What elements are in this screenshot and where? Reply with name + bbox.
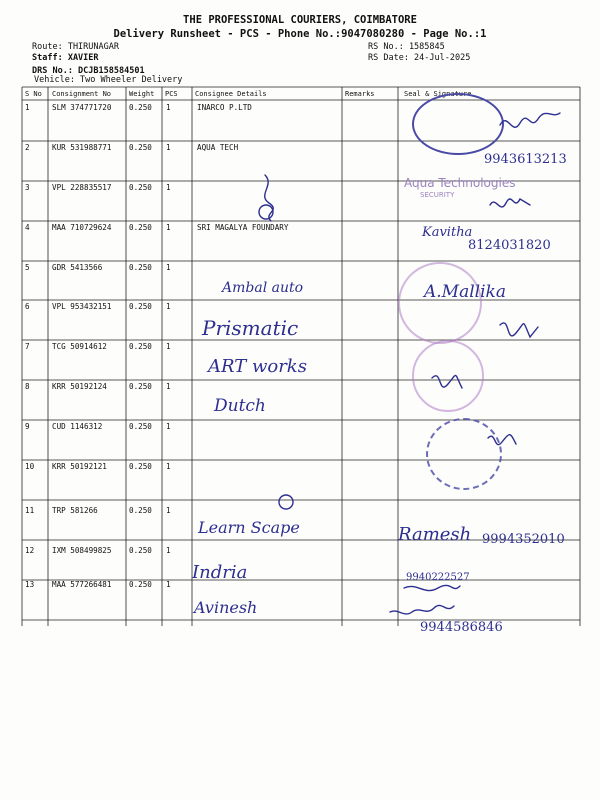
cell-sno: 4 [25,223,30,232]
cell-consignment: GDR 5413566 [52,263,103,272]
cell-sno: 5 [25,263,30,272]
cell-weight: 0.250 [129,546,152,555]
cell-pcs: 1 [166,462,171,471]
col-remarks: Remarks [345,90,375,98]
handwritten-consignee: ART works [208,356,307,377]
handwritten-phone: 9944586846 [420,620,503,635]
cell-sno: 10 [25,462,35,471]
signature-scribble [490,199,530,207]
cell-weight: 0.250 [129,342,152,351]
rs-number: RS No.: 1585845 [368,42,445,52]
signature-scribble [432,375,462,388]
cell-consignment: SLM 374771720 [52,103,112,112]
cell-consignee: SRI MAGALYA FOUNDARY [197,223,289,232]
col-pcs: PCS [165,90,178,98]
cell-pcs: 1 [166,342,171,351]
cell-weight: 0.250 [129,103,152,112]
col-consignment: Consignment No [52,90,112,98]
cell-weight: 0.250 [129,263,152,272]
cell-consignment: KRR 50192121 [52,462,107,471]
cell-consignment: CUD 1146312 [52,422,103,431]
page-title: THE PROFESSIONAL COURIERS, COIMBATORE [183,14,417,26]
signature-scribble [500,113,560,127]
cell-weight: 0.250 [129,506,152,515]
cell-pcs: 1 [166,302,171,311]
cell-consignment: MAA 577266481 [52,580,112,589]
signature-scribble [404,585,460,590]
cell-pcs: 1 [166,506,171,515]
cell-consignment: IXM 508499825 [52,546,112,555]
cell-pcs: 1 [166,143,171,152]
cell-consignee: INARCO P.LTD [197,103,252,112]
cell-pcs: 1 [166,580,171,589]
signature-scribble [390,605,454,614]
stamp-text: Aqua Technologies [404,176,516,190]
drs-number: DRS No.: DCJB158584501 [32,66,145,76]
cell-weight: 0.250 [129,422,152,431]
cell-weight: 0.250 [129,223,152,232]
handwritten-consignee: Dutch [214,396,266,416]
cell-weight: 0.250 [129,143,152,152]
cell-pcs: 1 [166,546,171,555]
col-consignee: Consignee Details [195,90,267,98]
handwritten-phone: 8124031820 [468,238,551,253]
cell-weight: 0.250 [129,580,152,589]
cell-sno: 1 [25,103,30,112]
page-subtitle: Delivery Runsheet - PCS - Phone No.:9047080280 - Page No.:1 [113,28,487,40]
signature-scribble [500,323,538,337]
cell-pcs: 1 [166,183,171,192]
cell-pcs: 1 [166,263,171,272]
col-weight: Weight [129,90,155,98]
cell-consignment: VPL 228835517 [52,183,112,192]
stamp-subtext: SECURITY [420,191,455,199]
cell-consignment: TRP 581266 [52,506,98,515]
cell-weight: 0.250 [129,462,152,471]
route-label: Route: THIRUNAGAR [32,42,119,52]
cell-sno: 12 [25,546,35,555]
cell-weight: 0.250 [129,183,152,192]
cell-sno: 7 [25,342,30,351]
cell-pcs: 1 [166,382,171,391]
handwritten-consignee: Prismatic [202,316,299,340]
handwritten-consignee: Ambal auto [222,280,304,296]
cell-consignment: TCG 50914612 [52,342,107,351]
cell-pcs: 1 [166,223,171,232]
cell-sno: 3 [25,183,30,192]
handwritten-consignee: Learn Scape [198,518,300,537]
col-seal-signature: Seal & Signature [404,90,472,98]
col-sno: S No [25,90,42,98]
staff-label: Staff: XAVIER [32,53,99,63]
rs-date: RS Date: 24-Jul-2025 [368,53,471,63]
cell-sno: 2 [25,143,30,152]
handwritten-signature: Ramesh [398,524,472,545]
signature-scribble [488,435,516,445]
cell-pcs: 1 [166,103,171,112]
cell-pcs: 1 [166,422,171,431]
signature-scribble [279,495,293,509]
cell-sno: 13 [25,580,35,589]
cell-consignment: KRR 50192124 [52,382,107,391]
handwritten-phone: 9940222527 [406,572,470,583]
cell-weight: 0.250 [129,382,152,391]
cell-sno: 8 [25,382,30,391]
cell-consignment: VPL 953432151 [52,302,112,311]
cell-sno: 11 [25,506,35,515]
handwritten-consignee: Indria [192,562,248,583]
cell-sno: 9 [25,422,30,431]
handwritten-signature: A.Mallika [424,282,506,302]
vehicle-label: Vehicle: Two Wheeler Delivery [34,75,183,85]
handwritten-consignee: Avinesh [194,598,258,617]
handwritten-phone: 9943613213 [484,152,567,167]
cell-sno: 6 [25,302,30,311]
cell-consignee: AQUA TECH [197,143,239,152]
cell-consignment: MAA 710729624 [52,223,112,232]
cell-weight: 0.250 [129,302,152,311]
handwritten-phone: 9994352010 [482,532,565,547]
cell-consignment: KUR 531988771 [52,143,112,152]
handwritten-signature: Kavitha [422,225,473,240]
